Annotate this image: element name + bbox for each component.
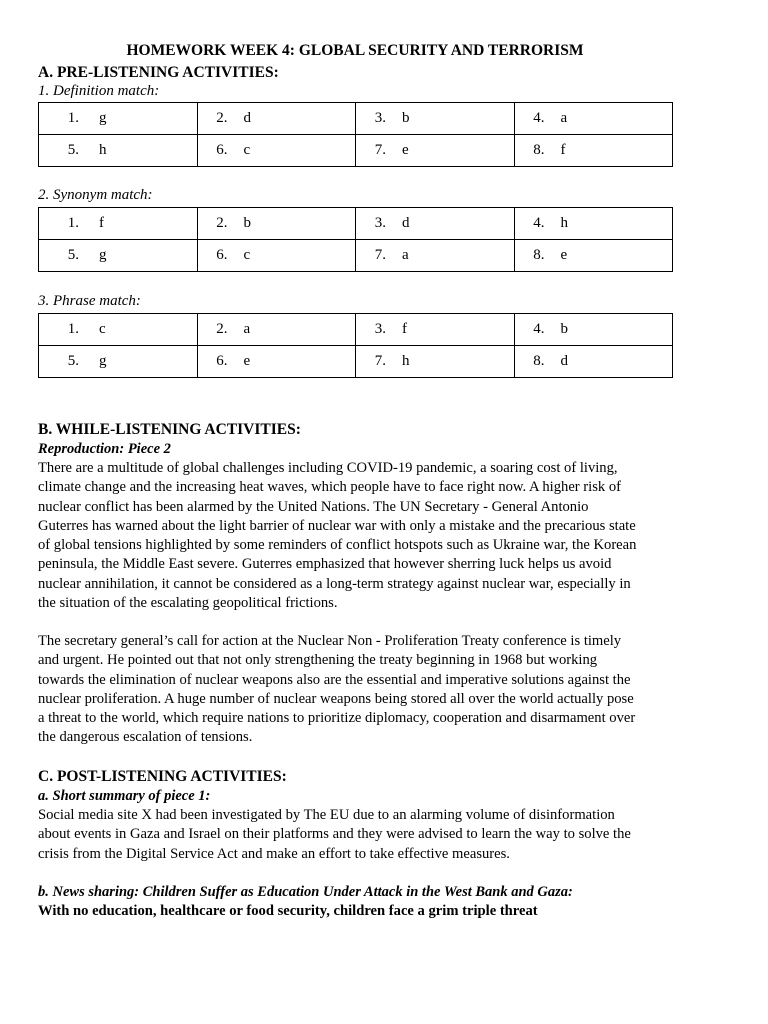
answer-number: 8. <box>533 353 545 369</box>
text-line: the dangerous escalation of tensions. <box>38 729 253 746</box>
table-row <box>39 135 673 167</box>
answer-letter: e <box>243 353 251 369</box>
answer-letter: a <box>560 110 568 126</box>
answer-number: 7. <box>374 247 386 263</box>
news-sharing-label: b. News sharing: Children Suffer as Education Under Attack in the West Bank and Gaza: <box>38 884 573 900</box>
answer-letter: e <box>560 247 568 263</box>
definition-match-table <box>38 102 673 167</box>
text-line: The secretary general’s call for action at the Nuclear Non - Proliferation Treaty conference is timely <box>38 633 622 649</box>
answer-number: 5. <box>67 247 79 263</box>
answer-letter: h <box>402 353 410 369</box>
answer-cell <box>514 135 673 167</box>
answer-letter: b <box>560 321 568 337</box>
answer-cell <box>356 240 515 272</box>
answer-cell <box>197 346 356 378</box>
table-row <box>39 103 673 135</box>
answer-letter: c <box>99 321 106 337</box>
table-row <box>39 208 673 240</box>
answer-number: 1. <box>67 321 79 337</box>
text-line: There are a multitude of global challenges including COVID-19 pandemic, a soaring cost of living, <box>38 460 618 476</box>
answer-letter: b <box>402 110 410 126</box>
answer-cell <box>514 240 673 272</box>
answer-cell <box>197 208 356 240</box>
answer-number: 6. <box>216 353 228 369</box>
news-subtitle: With no education, healthcare or food security, children face a grim triple threat <box>38 903 538 919</box>
answer-number: 5. <box>67 353 79 369</box>
table-row <box>39 314 673 346</box>
text-line: the situation of the escalating geopolitical frictions. <box>38 595 338 612</box>
text-line: towards the elimination of nuclear weapons also are the essential and imperative solutions against the <box>38 671 631 688</box>
answer-letter: d <box>560 353 568 369</box>
text-line: nuclear conflict has been alarmed by the United Nations. The UN Secretary - General Antonio <box>38 498 589 515</box>
text-line: nuclear proliferation. A huge number of nuclear weapons being stored all over the world actually pose <box>38 690 634 707</box>
answer-cell <box>39 314 198 346</box>
answer-cell <box>514 314 673 346</box>
answer-cell <box>356 346 515 378</box>
answer-cell <box>356 314 515 346</box>
answer-number: 3. <box>374 110 386 126</box>
phrase-match-label: 3. Phrase match: <box>38 293 141 309</box>
text-line: climate change and the increasing heat waves, which people have to face right now. A higher risk of <box>38 479 622 496</box>
answer-number: 4. <box>533 321 545 337</box>
answer-cell <box>356 103 515 135</box>
summary-paragraph <box>38 806 678 864</box>
answer-number: 4. <box>533 215 545 231</box>
answer-number: 3. <box>374 321 386 337</box>
answer-letter: f <box>99 215 104 231</box>
answer-number: 2. <box>216 215 228 231</box>
answer-number: 1. <box>67 215 79 231</box>
reproduction-paragraph-1 <box>38 459 678 613</box>
answer-letter: g <box>99 353 107 369</box>
answer-number: 1. <box>67 110 79 126</box>
synonym-match-table <box>38 207 673 272</box>
answer-letter: c <box>243 247 251 263</box>
answer-letter: c <box>243 142 251 158</box>
answer-cell <box>39 135 198 167</box>
text-line: nuclear annihilation, it cannot be considered as a long-term strategy against nuclear war, especially in <box>38 575 631 592</box>
section-c-heading: C. POST-LISTENING ACTIVITIES: <box>38 768 287 785</box>
text-line: and urgent. He pointed out that not only strengthening the treaty beginning in 1968 but working <box>38 652 598 669</box>
reproduction-paragraph-2 <box>38 632 678 748</box>
text-line: a threat to the world, which require nations to prioritize diplomacy, cooperation and disarmament over <box>38 710 636 727</box>
answer-cell <box>197 240 356 272</box>
document-title-text: HOMEWORK WEEK 4: GLOBAL SECURITY AND TERRORISM <box>126 42 584 59</box>
text-line: Guterres has warned about the light barrier of nuclear war with only a mistake and the precarious state <box>38 517 636 534</box>
text-line: Social media site X had been investigated by The EU due to an alarming volume of disinformation <box>38 807 615 823</box>
answer-letter: g <box>99 110 107 126</box>
text-line: of global tensions highlighted by some reminders of conflict hotspots such as Ukraine war, the Korean <box>38 537 637 554</box>
answer-letter: a <box>402 247 409 263</box>
text-line: crisis from the Digital Service Act and make an effort to take effective measures. <box>38 845 510 862</box>
answer-number: 6. <box>216 247 228 263</box>
answer-number: 2. <box>216 321 228 337</box>
answer-cell <box>39 103 198 135</box>
answer-letter: f <box>560 142 566 158</box>
answer-letter: f <box>402 321 407 337</box>
answer-letter: b <box>243 215 251 231</box>
answer-number: 5. <box>67 142 79 158</box>
answer-cell <box>197 135 356 167</box>
answer-cell <box>39 240 198 272</box>
definition-match-label: 1. Definition match: <box>38 83 160 99</box>
answer-number: 8. <box>533 247 545 263</box>
answer-cell <box>197 103 356 135</box>
phrase-match-table <box>38 313 673 378</box>
answer-cell <box>39 208 198 240</box>
answer-cell <box>514 208 673 240</box>
table-row <box>39 346 673 378</box>
answer-cell <box>514 346 673 378</box>
answer-number: 7. <box>374 142 386 158</box>
answer-number: 3. <box>374 215 386 231</box>
answer-cell <box>39 346 198 378</box>
answer-letter: d <box>402 215 410 231</box>
answer-number: 2. <box>216 110 228 126</box>
synonym-match-label: 2. Synonym match: <box>38 187 153 203</box>
answer-cell <box>514 103 673 135</box>
section-a-heading: A. PRE-LISTENING ACTIVITIES: <box>38 64 279 81</box>
answer-number: 7. <box>374 353 386 369</box>
answer-cell <box>197 314 356 346</box>
table-row <box>39 240 673 272</box>
reproduction-label: Reproduction: Piece 2 <box>38 441 171 457</box>
answer-number: 8. <box>533 142 545 158</box>
document-title <box>0 42 710 60</box>
text-line: peninsula, the Middle East severe. Guterres emphasized that however sherring luck helps us avoid <box>38 556 612 573</box>
answer-cell <box>356 135 515 167</box>
summary-label: a. Short summary of piece 1: <box>38 788 211 804</box>
answer-number: 6. <box>216 142 228 158</box>
answer-letter: a <box>243 321 251 337</box>
answer-letter: d <box>243 110 251 126</box>
answer-cell <box>356 208 515 240</box>
answer-letter: h <box>560 215 568 231</box>
answer-letter: h <box>99 142 107 158</box>
answer-letter: g <box>99 247 107 263</box>
answer-letter: e <box>402 142 409 158</box>
section-b-heading: B. WHILE-LISTENING ACTIVITIES: <box>38 421 301 438</box>
text-line: about events in Gaza and Israel on their platforms and they were advised to learn the way to solve the <box>38 826 631 843</box>
answer-number: 4. <box>533 110 545 126</box>
